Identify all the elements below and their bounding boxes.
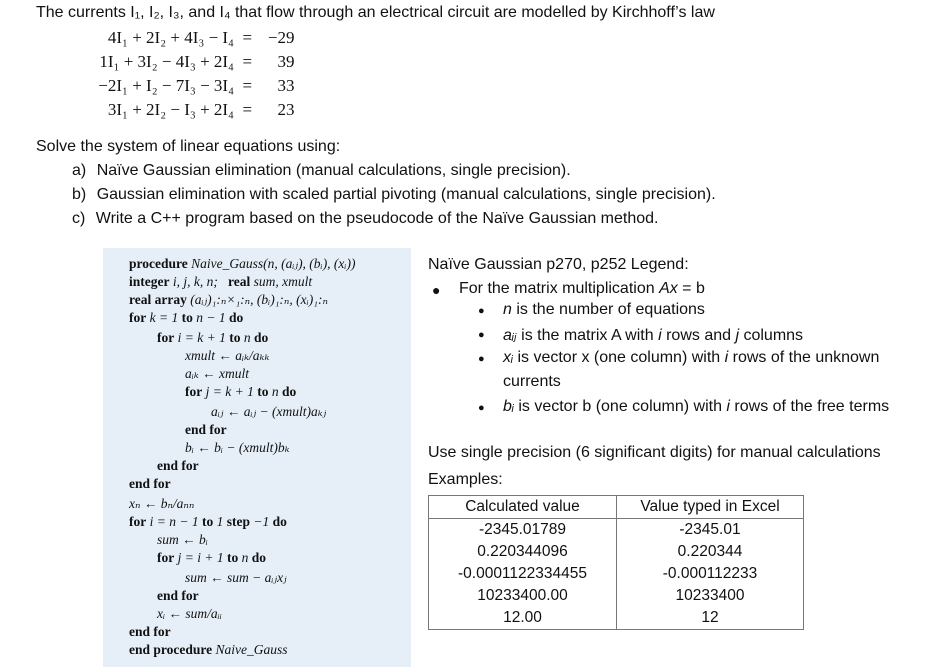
table-row	[429, 585, 804, 607]
code-line: end for	[129, 476, 171, 491]
equation-rel: =	[242, 76, 253, 95]
equation-2	[36, 52, 295, 72]
equation-rel: =	[242, 28, 253, 47]
legend-item-b: bᵢ is vector b (one column) with i rows of the free terms	[503, 398, 890, 415]
code-line: end for	[185, 422, 227, 437]
legend-title: Naïve Gaussian p270, p252 Legend:	[428, 256, 689, 273]
task-text: Write a C++ program based on the pseudocode of the Naïve Gaussian method.	[95, 210, 659, 227]
equation-lhs: −2I₁ + I₂ − 7I₃ − 3I₄	[98, 76, 234, 95]
bullet-icon: ●	[432, 282, 441, 298]
equation-rhs: 39	[277, 52, 295, 71]
code-line: for i = n − 1 to 1 step −1 do	[129, 514, 287, 529]
equation-lhs: 3I₁ + 2I₂ − I₃ + 2I₄	[107, 100, 234, 119]
precision-note: Use single precision (6 significant digits) for manual calculations	[428, 444, 881, 461]
column-header: Value typed in Excel	[617, 496, 804, 519]
task-c	[72, 210, 659, 228]
examples-label: Examples:	[428, 471, 503, 488]
table-row	[429, 519, 804, 542]
equation-lhs: 4I₁ + 2I₂ + 4I₃ − I₄	[107, 28, 234, 47]
code-line: sum ← bᵢ	[157, 532, 208, 547]
code-line: end for	[157, 588, 199, 603]
code-line: end for	[157, 458, 199, 473]
task-marker: a)	[72, 162, 87, 179]
code-line: for k = 1 to n − 1 do	[129, 310, 244, 325]
task-b	[72, 186, 716, 204]
equation-rhs: 33	[277, 76, 295, 95]
task-text: Gaussian elimination with scaled partial pivoting (manual calculations, single precision).	[96, 186, 716, 203]
code-line: aᵢₖ ← xmult	[185, 366, 250, 381]
code-line: aᵢⱼ ← aᵢⱼ − (xmult)aₖⱼ	[211, 404, 327, 419]
equation-rel: =	[242, 52, 253, 71]
table-cell: 12.00	[429, 607, 617, 630]
equation-4	[36, 100, 295, 120]
table-row	[429, 607, 804, 630]
code-line: procedure Naive_Gauss(n, (aᵢⱼ), (bᵢ), (xᵢ))	[129, 256, 356, 271]
column-header: Calculated value	[429, 496, 617, 519]
table-header-row	[429, 496, 804, 519]
table-cell: -0.0001122334455	[429, 563, 617, 585]
table-cell: -2345.01	[617, 519, 804, 542]
table-cell: 12	[617, 607, 804, 630]
code-line: xₙ ← bₙ/aₙₙ	[129, 496, 195, 511]
code-line: for i = k + 1 to n do	[157, 330, 269, 345]
problem-intro: The currents I₁, I₂, I₃, and I₄ that flow through an electrical circuit are modelled by Kirchhoff’s law	[36, 4, 715, 21]
legend-item-a: aᵢⱼ is the matrix A with i rows and j columns	[503, 327, 804, 344]
equation-1	[36, 28, 295, 48]
table-row	[429, 541, 804, 563]
legend-item-n: n is the number of equations	[503, 301, 705, 318]
table-cell: -2345.01789	[429, 519, 617, 542]
legend-item-x-cont: currents	[503, 373, 561, 390]
code-line: sum ← sum − aᵢⱼxⱼ	[185, 570, 287, 585]
code-line: real array (aᵢⱼ)₁:ₙ×₁:ₙ, (bᵢ)₁:ₙ, (xᵢ)₁:ₙ	[129, 292, 328, 307]
code-line: xᵢ ← sum/aᵢᵢ	[157, 606, 222, 621]
task-marker: b)	[72, 186, 87, 203]
bullet-icon: ●	[478, 305, 485, 317]
code-line: end procedure Naive_Gauss	[129, 642, 288, 657]
task-a	[72, 162, 571, 180]
table-cell: -0.000112233	[617, 563, 804, 585]
table-cell: 0.220344096	[429, 541, 617, 563]
code-line: bᵢ ← bᵢ − (xmult)bₖ	[185, 440, 290, 455]
examples-table	[428, 495, 804, 630]
equation-lhs: 1I₁ + 3I₂ − 4I₃ + 2I₄	[99, 52, 234, 71]
legend-main: For the matrix multiplication Ax = b	[459, 280, 705, 297]
code-line: for j = k + 1 to n do	[185, 384, 297, 399]
legend-item-x: xᵢ is vector x (one column) with i rows of the unknown	[503, 349, 880, 366]
code-line: end for	[129, 624, 171, 639]
code-line: xmult ← aᵢₖ/aₖₖ	[185, 348, 270, 363]
code-line: integer i, j, k, n; real sum, xmult	[129, 274, 313, 289]
task-marker: c)	[72, 210, 86, 227]
bullet-icon: ●	[478, 353, 485, 365]
table-cell: 10233400	[617, 585, 804, 607]
equation-rel: =	[242, 100, 253, 119]
code-line: for j = i + 1 to n do	[157, 550, 266, 565]
bullet-icon: ●	[478, 402, 485, 414]
equation-rhs: 23	[277, 100, 295, 119]
equation-3	[30, 76, 295, 96]
table-cell: 10233400.00	[429, 585, 617, 607]
table-row	[429, 563, 804, 585]
equation-rhs: −29	[267, 28, 295, 47]
table-cell: 0.220344	[617, 541, 804, 563]
pseudocode-box	[103, 248, 411, 667]
bullet-icon: ●	[478, 329, 485, 341]
task-text: Naïve Gaussian elimination (manual calculations, single precision).	[96, 162, 571, 179]
solve-instruction: Solve the system of linear equations using:	[36, 138, 341, 155]
